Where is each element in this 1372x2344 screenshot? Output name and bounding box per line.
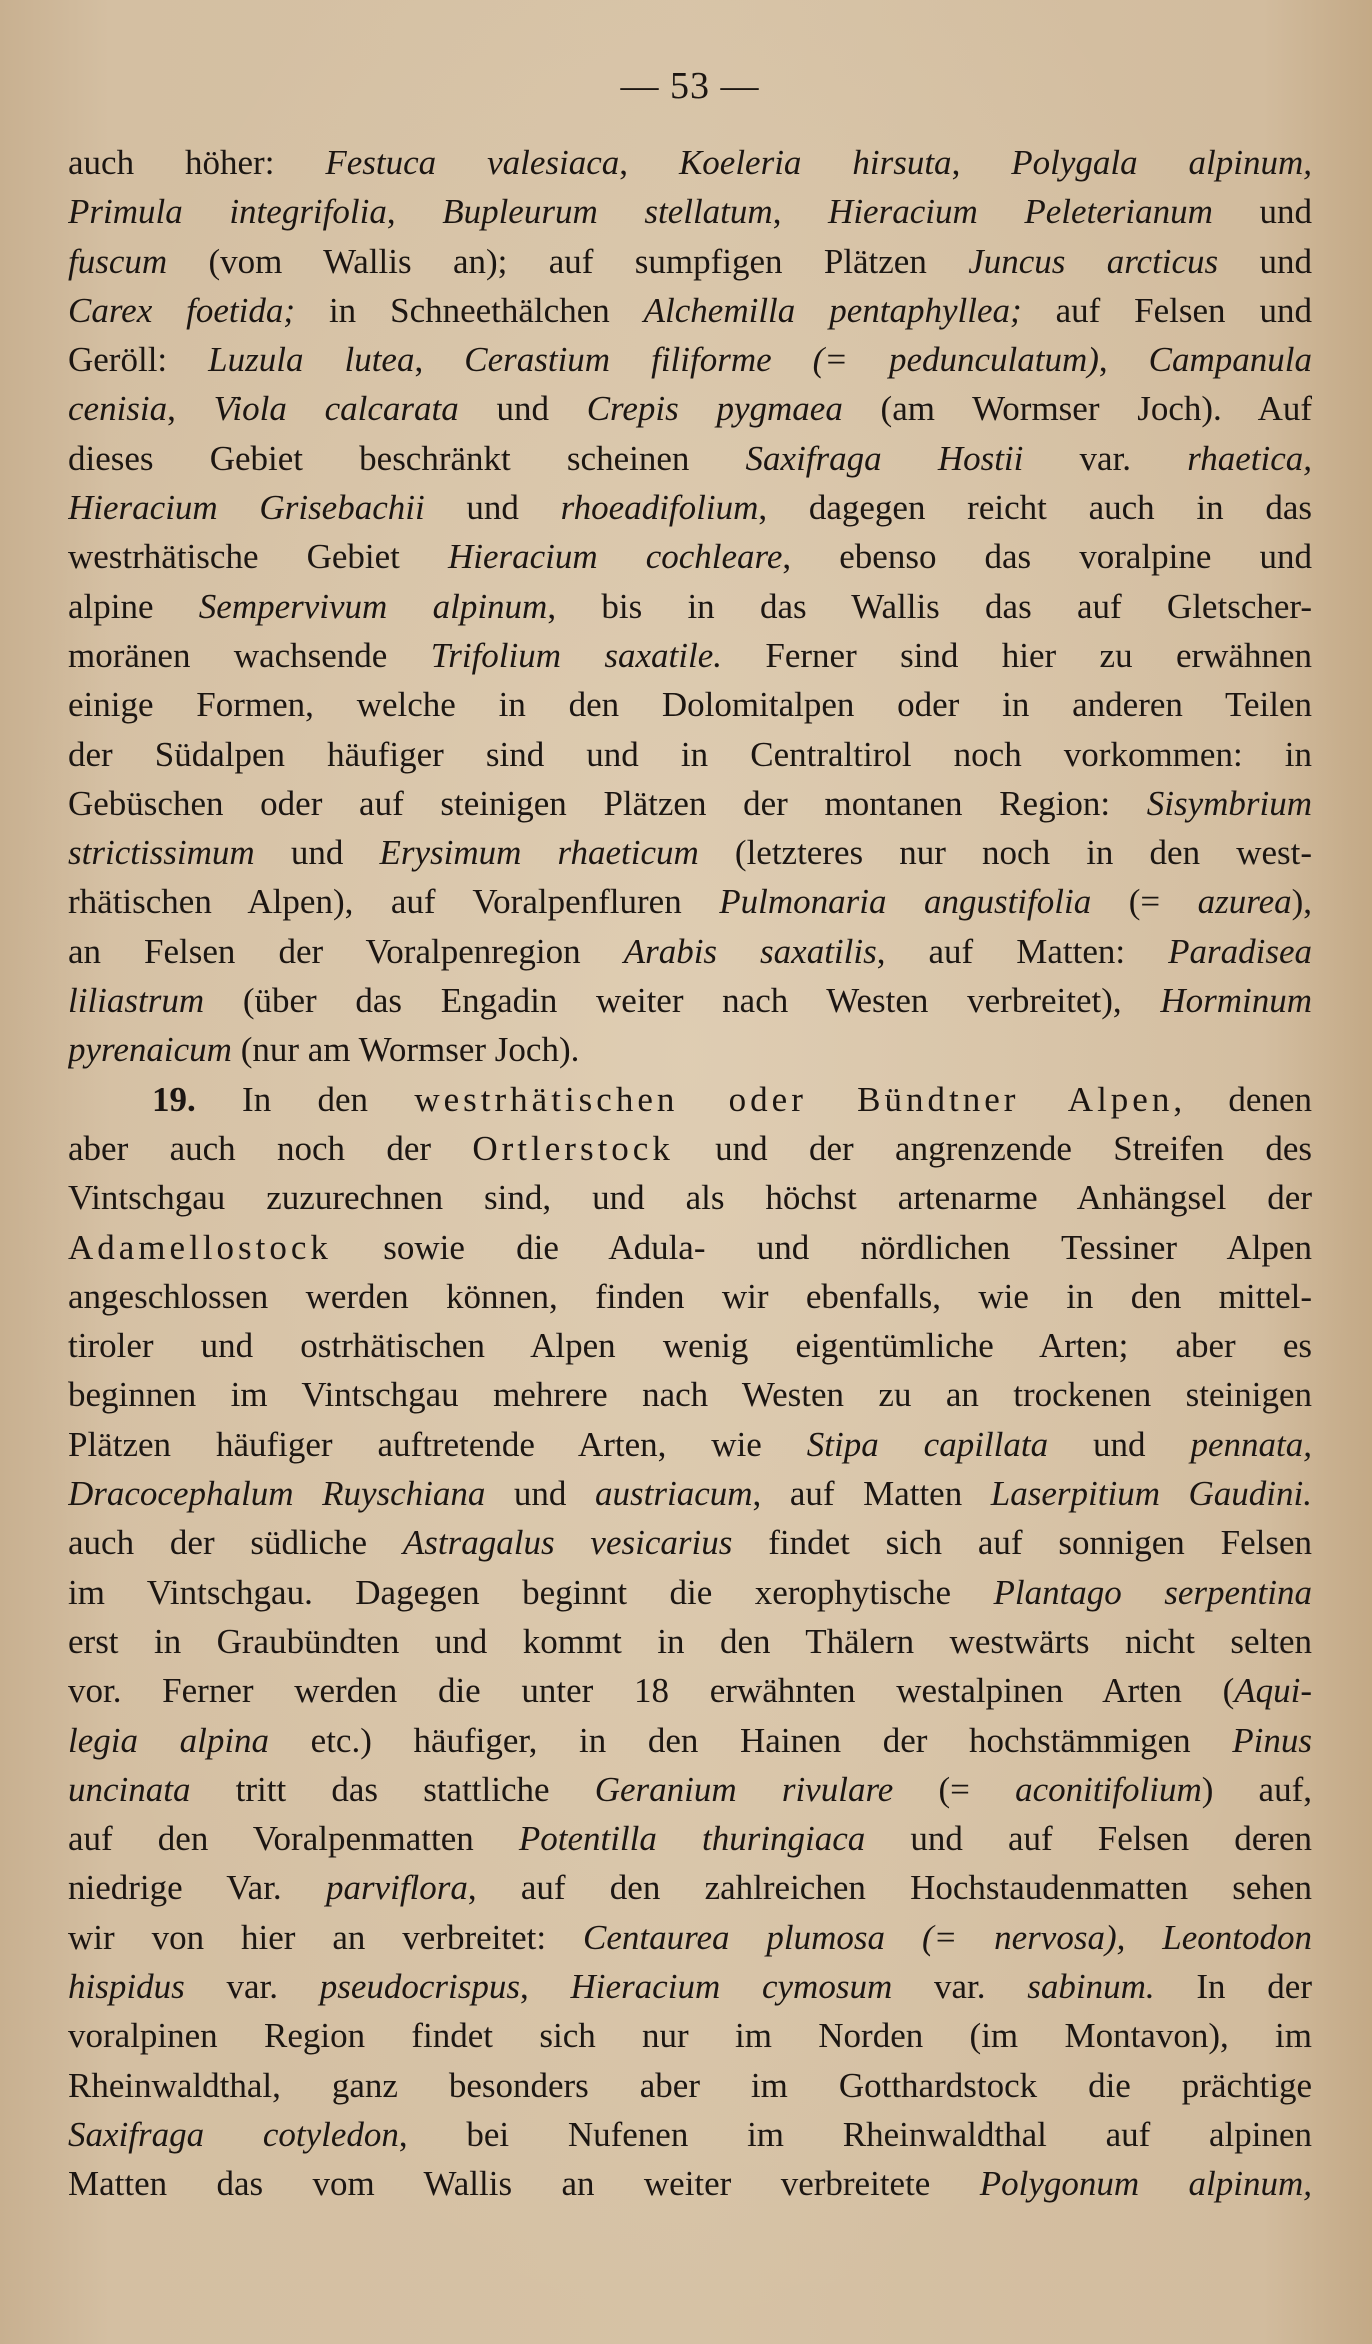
text-run: ), <box>1291 882 1312 922</box>
species-name: Sisymbrium <box>1146 783 1312 823</box>
text-run: niedrige Var. <box>68 1868 326 1908</box>
species-name: liliastrum <box>68 981 205 1021</box>
text-line <box>68 138 1312 187</box>
text-line <box>68 1863 1312 1912</box>
species-name: azurea <box>1197 882 1292 922</box>
text-line <box>68 1962 1312 2011</box>
species-name: Saxifraga cotyledon <box>68 2114 399 2154</box>
text-run: auf Felsen und <box>1021 290 1312 330</box>
spaced-term: westrhätischen oder Bündtner Alpen <box>414 1079 1174 1119</box>
text-line <box>68 877 1312 926</box>
text-run: wir von hier an verbreitet: <box>68 1917 584 1957</box>
text-line <box>68 1765 1312 1814</box>
body-text <box>68 138 1312 2208</box>
text-run: , <box>414 340 465 380</box>
text-run: , <box>772 192 829 232</box>
text-run: aber auch noch der <box>68 1128 473 1168</box>
text-run: auf den Voralpenmatten <box>68 1819 519 1859</box>
species-name: Potentilla thuringiaca <box>518 1819 866 1859</box>
text-run: , <box>951 143 1012 182</box>
species-name: Cerastium filiforme (= pedunculatum) <box>464 340 1099 380</box>
species-name: Geranium rivulare <box>594 1769 894 1809</box>
species-name: Plantago serpentina <box>993 1572 1312 1612</box>
text-line <box>68 1223 1312 1272</box>
species-name: Paradisea <box>1168 931 1312 971</box>
text-run: , bei Nufenen im Rheinwaldthal auf alpinen <box>398 2114 1312 2154</box>
text-line <box>68 1075 1312 1124</box>
text-run: angeschlossen werden können, finden wir ebenfalls, wie in den mittel- <box>68 1276 1312 1316</box>
text-line <box>68 1321 1312 1370</box>
text-line <box>68 1568 1312 1617</box>
text-run: ) auf, <box>1201 1769 1312 1809</box>
species-name: Hieracium Grisebachii <box>68 488 425 528</box>
text-line <box>68 286 1312 335</box>
text-run: var. <box>184 1966 320 2006</box>
species-name: cenisia <box>68 389 168 429</box>
text-run: , ebenso das voralpine und <box>782 537 1312 577</box>
species-name: strictissimum <box>68 833 255 873</box>
species-name: Aqui- <box>1234 1671 1312 1711</box>
species-name: sabinum. <box>1027 1966 1155 2006</box>
species-name: Hieracium cymosum <box>570 1966 893 2006</box>
text-run: var. <box>892 1966 1028 2006</box>
species-name: Hieracium cochleare <box>447 537 783 577</box>
text-line <box>68 434 1312 483</box>
species-name: Bupleurum stellatum <box>442 192 773 232</box>
text-run: (am Wormser Joch). Auf <box>842 389 1312 429</box>
text-line <box>68 1716 1312 1765</box>
text-line <box>68 1272 1312 1321</box>
text-run: (vom Wallis an); auf sumpfigen Plätzen <box>167 241 969 281</box>
spaced-term: Ortlerstock <box>472 1128 674 1168</box>
text-run: , auf Matten: <box>876 931 1169 971</box>
species-name: aconitifolium <box>1015 1769 1202 1809</box>
text-run: beginnen im Vintschgau mehrere nach Westen zu an trockenen steinigen <box>68 1375 1312 1415</box>
text-line <box>68 384 1312 433</box>
text-run: (letzteres nur noch in den west- <box>698 833 1312 873</box>
text-line <box>68 1124 1312 1173</box>
text-line <box>68 927 1312 976</box>
text-run: , <box>1098 340 1149 380</box>
text-run: rhätischen Alpen), auf Voralpenfluren <box>68 882 720 922</box>
text-line <box>68 1469 1312 1518</box>
species-name: Horminum <box>1160 981 1312 1021</box>
spaced-term: Adamellostock <box>68 1227 332 1267</box>
section-number: 19. <box>152 1079 196 1119</box>
text-run: tritt das stattliche <box>190 1769 595 1809</box>
text-line <box>68 680 1312 729</box>
species-name: Viola calcarata <box>213 389 459 429</box>
text-run: und <box>1212 192 1312 232</box>
text-run: und <box>1218 241 1312 281</box>
species-name: Erysimum rhaeticum <box>379 833 699 873</box>
species-name: Crepis pygmaea <box>586 389 843 429</box>
species-name: Saxifraga Hostii <box>745 438 1024 478</box>
text-run: , denen <box>1173 1079 1312 1119</box>
species-name: Stipa capillata <box>806 1424 1049 1464</box>
text-line <box>68 1913 1312 1962</box>
text-line <box>68 1666 1312 1715</box>
text-line <box>68 1814 1312 1863</box>
text-line <box>68 631 1312 680</box>
species-name: Primula integrifolia <box>68 192 387 232</box>
text-run: vor. Ferner werden die unter 18 erwähnten westalpinen Arten ( <box>68 1671 1235 1711</box>
text-run: , <box>520 1966 571 2006</box>
text-run: (= <box>893 1769 1016 1809</box>
text-line <box>68 335 1312 384</box>
species-name: Festuca valesiaca <box>325 143 620 182</box>
species-name: pseudocrispus <box>319 1966 521 2006</box>
text-run: , auf Matten <box>752 1474 991 1514</box>
text-run: Ferner sind hier zu erwähnen <box>722 635 1312 675</box>
species-name: Trifolium saxatile. <box>430 635 723 675</box>
text-run: , dagegen reicht auch in das <box>758 488 1312 528</box>
species-name: Dracocephalum Ruyschiana <box>68 1474 486 1514</box>
text-run: sowie die Adula- und nördlichen Tessiner Alpen <box>331 1227 1312 1267</box>
species-name: parviflora <box>325 1868 468 1908</box>
text-run: (über das Engadin weiter nach Westen verbreitet), <box>204 981 1161 1021</box>
species-name: Alchemilla pentaphyllea; <box>643 290 1022 330</box>
species-name: Carex foetida; <box>68 290 296 330</box>
text-run: und <box>254 833 380 873</box>
text-run: In den <box>195 1079 415 1119</box>
text-run: Rheinwaldthal, ganz besonders aber im Gotthardstock die prächtige <box>68 2065 1312 2105</box>
page-number: — 53 — <box>620 65 760 107</box>
text-line <box>68 532 1312 581</box>
text-line <box>68 976 1312 1025</box>
text-line <box>68 582 1312 631</box>
text-run: Geröll: <box>68 340 209 380</box>
text-line <box>68 828 1312 877</box>
text-run: und <box>485 1474 595 1514</box>
text-run: (nur am Wormser Joch). <box>231 1030 580 1070</box>
species-name: uncinata <box>68 1769 191 1809</box>
text-run: und auf Felsen deren <box>865 1819 1312 1859</box>
species-name: Astragalus vesicarius <box>402 1523 733 1563</box>
species-name: fuscum <box>68 241 168 281</box>
species-name: Centaurea plumosa (= nervosa), Leontodon <box>583 1917 1312 1957</box>
text-run: , <box>386 192 443 232</box>
text-run: var. <box>1023 438 1188 478</box>
species-name: hispidus <box>68 1966 185 2006</box>
species-name: Pinus <box>1232 1720 1312 1760</box>
species-name: legia alpina <box>68 1720 270 1760</box>
text-run: Plätzen häufiger auftretende Arten, wie <box>68 1424 807 1464</box>
text-run: tiroler und ostrhätischen Alpen wenig eigentümliche Arten; aber es <box>68 1326 1312 1366</box>
text-line <box>68 2159 1312 2208</box>
species-name: Koeleria hirsuta <box>678 143 952 182</box>
species-name: Luzula lutea <box>208 340 415 380</box>
text-line <box>68 1370 1312 1419</box>
text-line <box>68 779 1312 828</box>
text-run: alpine <box>68 586 199 626</box>
species-name: austriacum <box>595 1474 753 1514</box>
text-run: erst in Graubündten und kommt in den Thälern westwärts nicht selten <box>68 1621 1312 1661</box>
text-run: Gebüschen oder auf steinigen Plätzen der montanen Region: <box>68 783 1147 823</box>
text-line <box>68 1173 1312 1222</box>
species-name: Arabis saxatilis <box>623 931 877 971</box>
text-run: der Südalpen häufiger sind und in Centraltirol noch vorkommen: in <box>68 734 1312 774</box>
species-name: Juncus arcticus <box>968 241 1219 281</box>
text-line <box>68 2110 1312 2159</box>
text-run: In der <box>1154 1966 1312 2006</box>
text-run: dieses Gebiet beschränkt scheinen <box>68 438 746 478</box>
text-line <box>68 237 1312 286</box>
text-run: und <box>424 488 561 528</box>
text-run: auch der südliche <box>68 1523 403 1563</box>
text-run: auch höher: <box>68 143 326 182</box>
species-name: rhaetica, <box>1187 438 1312 478</box>
text-run: in Schneethälchen <box>295 290 644 330</box>
species-name: rhoeadifolium <box>560 488 759 528</box>
species-name: pennata, <box>1190 1424 1312 1464</box>
text-run: an Felsen der Voralpenregion <box>68 931 624 971</box>
text-run: Matten das vom Wallis an weiter verbreitete <box>68 2164 980 2204</box>
text-run: einige Formen, welche in den Dolomitalpen oder in anderen Teilen <box>68 685 1312 725</box>
text-run: und <box>458 389 587 429</box>
text-run: im Vintschgau. Dagegen beginnt die xerophytische <box>68 1572 994 1612</box>
text-run: westrhätische Gebiet <box>68 537 448 577</box>
text-run: , <box>619 143 679 182</box>
text-run: moränen wachsende <box>68 635 431 675</box>
text-line <box>68 1617 1312 1666</box>
text-run: , bis in das Wallis das auf Gletscher- <box>547 586 1312 626</box>
species-name: Laserpitium Gaudini. <box>990 1474 1312 1514</box>
text-run: Vintschgau zuzurechnen sind, und als höchst artenarme Anhängsel der <box>68 1178 1312 1218</box>
species-name: Polygonum alpinum, <box>979 2164 1312 2204</box>
species-name: pyrenaicum <box>68 1030 232 1070</box>
text-line <box>68 187 1312 236</box>
text-line <box>68 1025 1312 1074</box>
text-line <box>68 2061 1312 2110</box>
text-run: und der angrenzende Streifen des <box>673 1128 1312 1168</box>
species-name: Pulmonaria angustifolia <box>719 882 1092 922</box>
text-line <box>68 2011 1312 2060</box>
text-run: (= <box>1091 882 1198 922</box>
text-run: , <box>167 389 214 429</box>
text-run: voralpinen Region findet sich nur im Norden (im Montavon), im <box>68 2016 1312 2056</box>
text-line <box>68 1518 1312 1567</box>
text-run: , auf den zahlreichen Hochstaudenmatten sehen <box>467 1868 1312 1908</box>
text-run: etc.) häufiger, in den Hainen der hochstämmigen <box>269 1720 1233 1760</box>
species-name: Sempervivum alpinum <box>198 586 548 626</box>
text-line <box>68 1420 1312 1469</box>
text-run: und <box>1048 1424 1191 1464</box>
species-name: Hieracium Peleterianum <box>828 192 1213 232</box>
species-name: Campanula <box>1148 340 1312 380</box>
species-name: Polygala alpinum, <box>1011 143 1312 182</box>
text-line <box>68 730 1312 779</box>
text-run: findet sich auf sonnigen Felsen <box>732 1523 1312 1563</box>
text-line <box>68 483 1312 532</box>
